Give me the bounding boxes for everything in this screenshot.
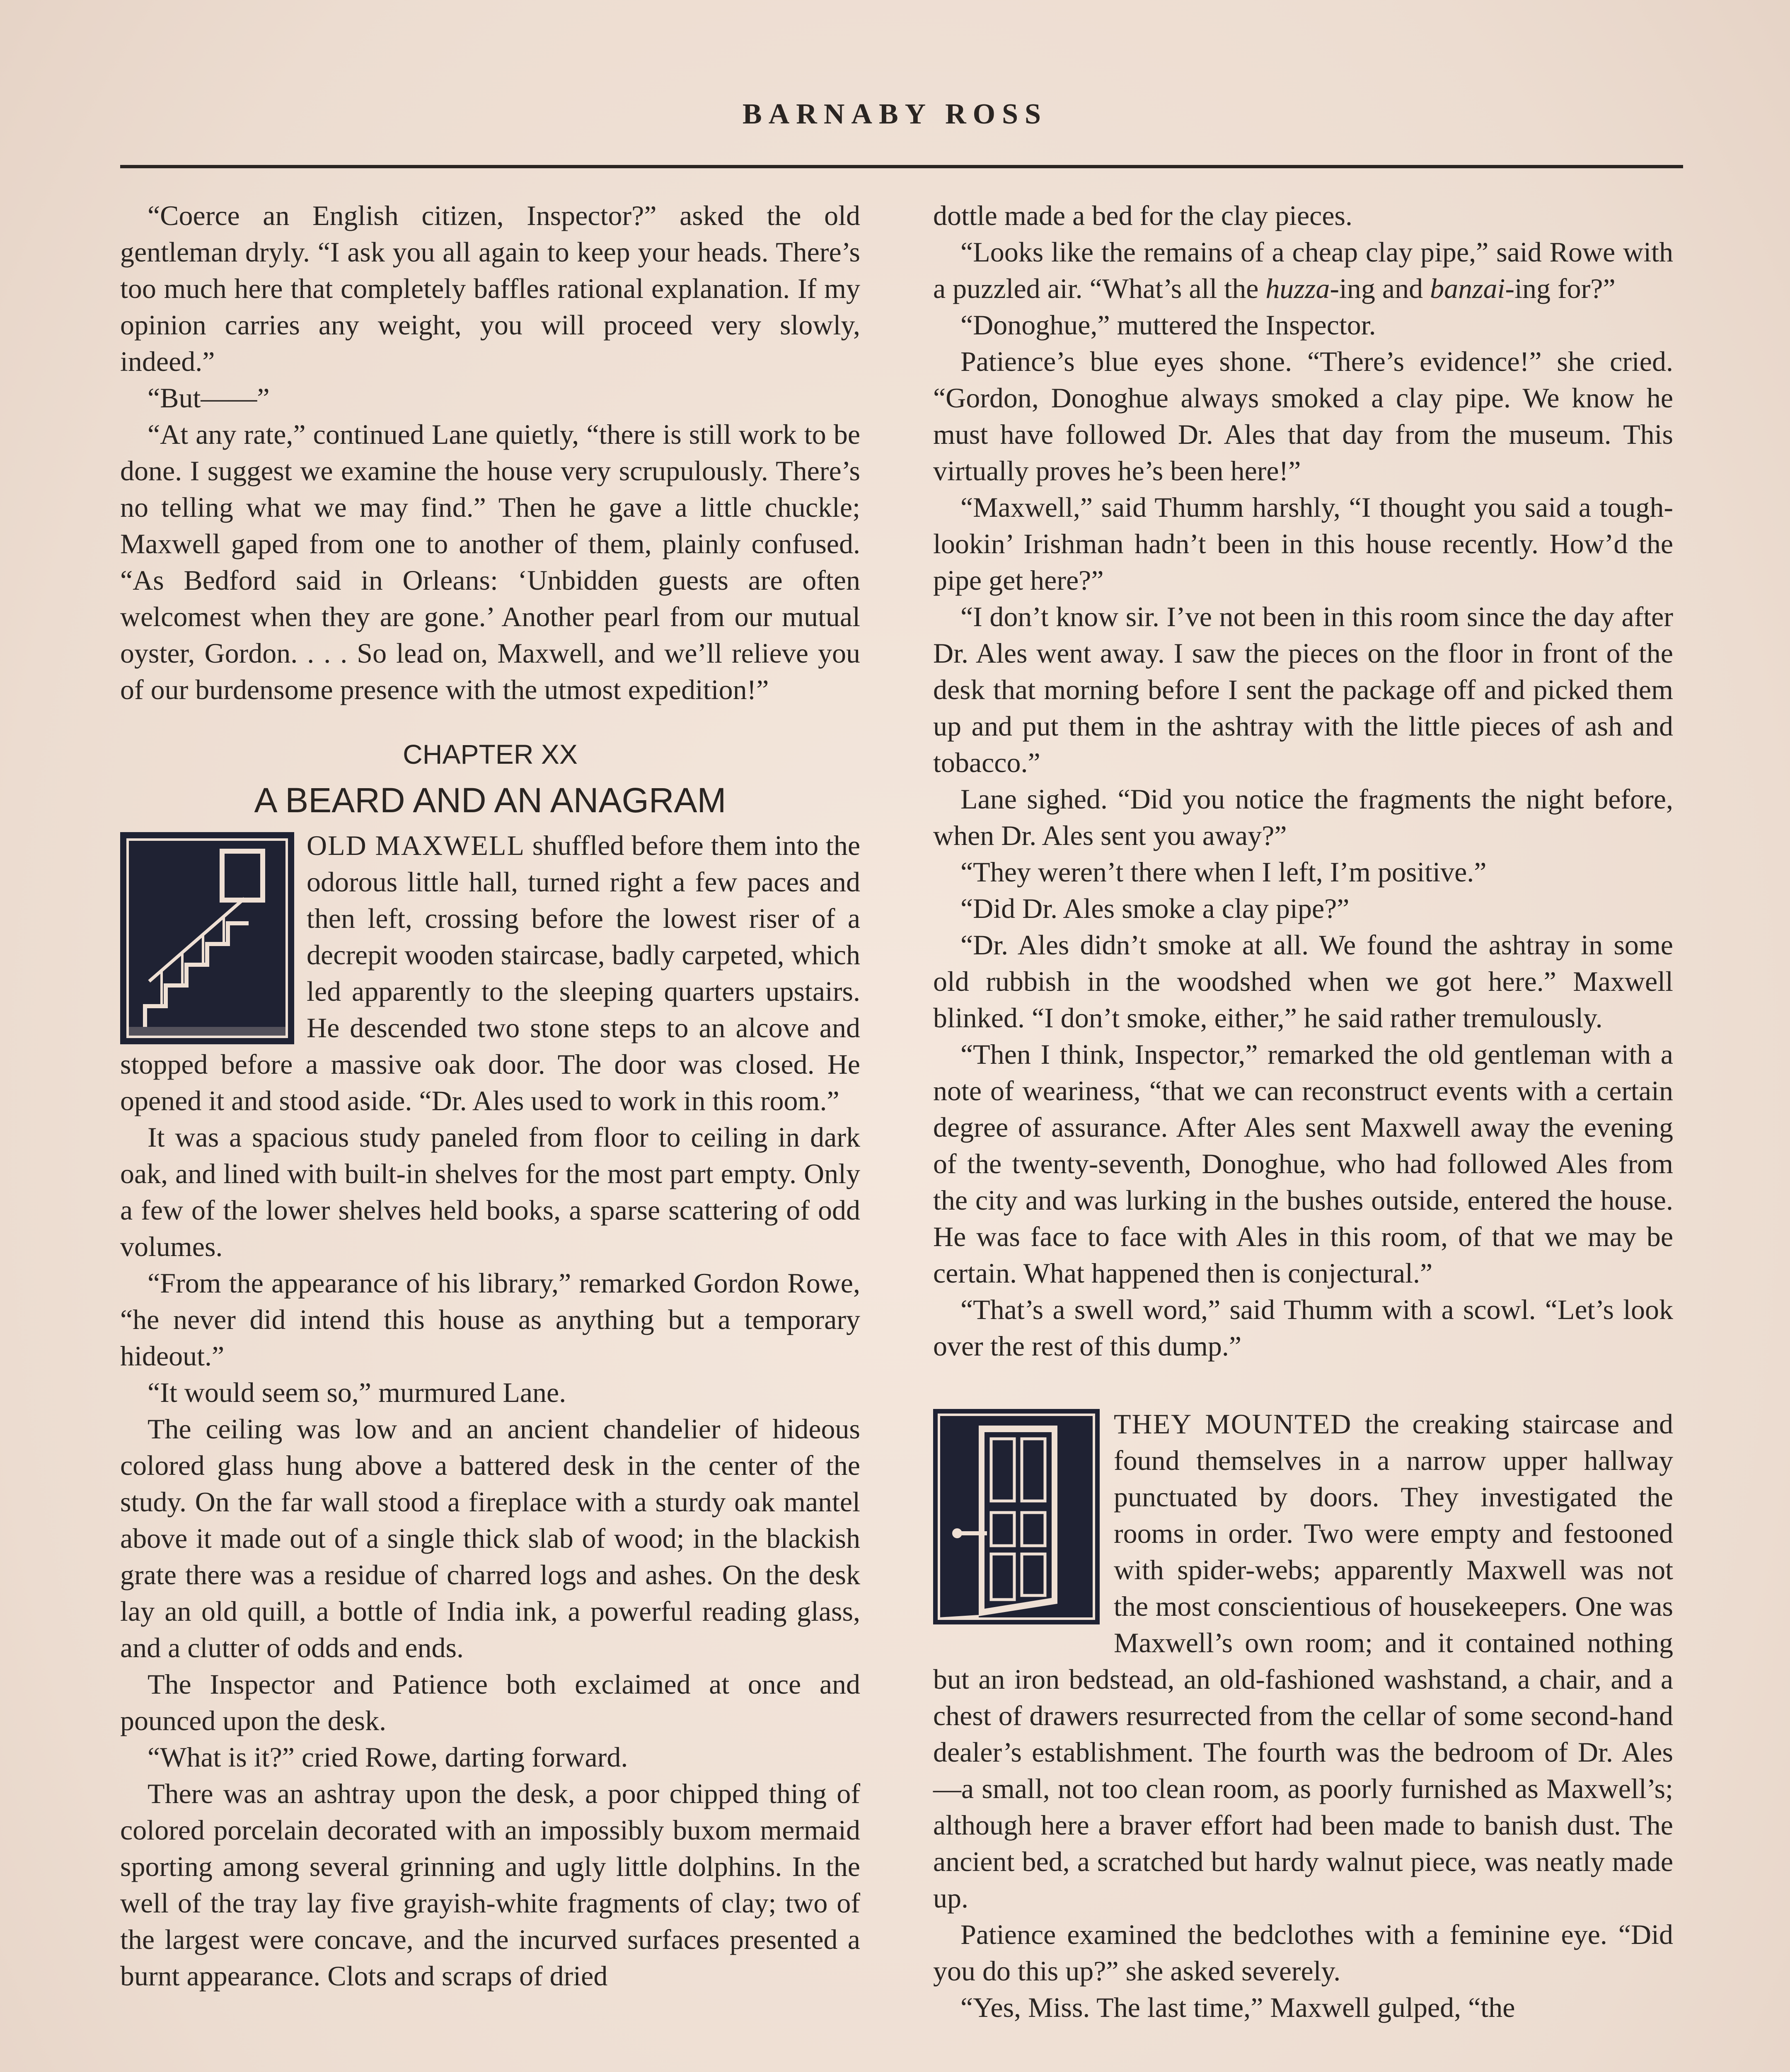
paragraph: There was an ashtray upon the desk, a poor chipped thing of colored porcelain decorated with an impossibly buxom mermaid sporting among several grinning and ugly little dolphins. In the well of the tray lay five grayish-white fragments of clay; two of the largest were concave, and the incurved surfaces presented a burnt appearance. Clots and scraps of dried [120,1778,860,1992]
paragraph-text: “Looks like the remains of a cheap clay pipe,” said Rowe with a puzzled air. “What’s all the [933,236,1673,304]
paragraph: “But——” [148,382,270,414]
paragraph: “At any rate,” continued Lane quietly, “there is still work to be done. I suggest we examine the house very scrupulously. There’s no telling what we may find.” Then he gave a little chuckle; Maxwell gaped from one to another of them, plainly confused. “As Bedford said in Orleans: ‘Unbidden guests are often welcomest when they are gone.’ Another pearl from our mutual oyster, Gordon. . . . So lead on, Maxwell, and we’ll relieve you of our burdensome presence with the utmost expedition!” [120,419,860,705]
paragraph: Lane sighed. “Did you notice the fragments the night before, when Dr. Ales sent you away?” [933,783,1673,851]
paragraph: The ceiling was low and an ancient chandelier of hideous colored glass hung above a battered desk in the center of the study. On the far wall stood a fireplace with a sturdy oak mantel above it made out of a single thick slab of wood; in the blackish grate there was a residue of charred logs and ashes. On the desk lay an old quill, a bottle of India ink, a powerful reading glass, and a clutter of odds and ends. [120,1413,860,1663]
running-header: BARNABY ROSS [743,98,1047,130]
italic-text: huzza [1265,273,1330,304]
chapter-title: A BEARD AND AN ANAGRAM [254,781,726,820]
section-break [933,1364,1673,1406]
right-column [933,197,1673,2026]
paragraph-text: -ing for?” [1505,273,1616,304]
paragraph-text: shuffled before them into the odorous little hall, turned right a few paces and then left, crossing before the lowest riser of a decrepit wooden staircase, badly carpeted, which led apparently to the sleeping quarters upstairs. He descended two stone steps to an alcove and stopped before a massive oak door. The door was closed. He opened it and stood aside. “Dr. Ales used to work in this room.” [120,830,860,1116]
paragraph: Patience examined the bedclothes with a feminine eye. “Did you do this up?” she asked severely. [933,1919,1673,1987]
door-illustration-icon [933,1409,1100,1624]
paragraph: “It would seem so,” murmured Lane. [148,1377,566,1408]
paragraph: “That’s a swell word,” said Thumm with a scowl. “Let’s look over the rest of this dump.” [933,1294,1673,1362]
header-rule [120,165,1683,168]
paragraph [933,234,1673,307]
paragraph: “Donoghue,” muttered the Inspector. [960,309,1376,341]
paragraph: “Dr. Ales didn’t smoke at all. We found the ashtray in some old rubbish in the woodshed when we got here.” Maxwell blinked. “I don’t smoke, either,” he said rather tremulously. [933,929,1673,1034]
paragraph-text: -ing and [1330,273,1430,304]
paragraph: “Coerce an English citizen, Inspector?” asked the old gentleman dryly. “I ask you all again to keep your heads. There’s too much here that completely baffles rational explanation. If my opinion carries any weight, you will proceed very slowly, indeed.” [120,200,860,377]
opening-words: OLD MAXWELL [307,830,525,861]
italic-text: banzai [1430,273,1505,304]
paragraph: “From the appearance of his library,” remarked Gordon Rowe, “he never did intend this house as anything but a temporary hideout.” [120,1267,860,1372]
paragraph: “Did Dr. Ales smoke a clay pipe?” [960,893,1350,924]
section-opening-paragraph [933,1406,1673,1916]
paragraph: “Then I think, Inspector,” remarked the old gentleman with a note of weariness, “that we can reconstruct events with a certain degree of assurance. After Ales sent Maxwell away the evening of the twenty-seventh, Donoghue, who had followed Ales from the city and was lurking in the bushes outside, entered the house. He was face to face with Ales in this room, of that we may be certain. What happened then is conjectural.” [933,1038,1673,1289]
opening-words: THEY MOUNTED [1114,1408,1352,1440]
paragraph: The Inspector and Patience both exclaimed at once and pounced upon the desk. [120,1668,860,1736]
paragraph: “Maxwell,” said Thumm harshly, “I thought you said a tough-lookin’ Irishman hadn’t been in this house recently. How’d the pipe get here?” [933,491,1673,596]
paragraph-text: the creaking staircase and found themselves in a narrow upper hallway punctuated by doors. They investigated the rooms in order. Two were empty and festooned with spider-webs; apparently Maxwell was not the most conscientious of housekeepers. One was Maxwell’s own room; and it contained nothing but an iron bedstead, an old-fashioned washstand, a chair, and a chest of drawers resurrected from the cellar of some second-hand dealer’s establishment. The fourth was the bedroom of Dr. Ales—a small, not too clean room, as poorly furnished as Maxwell’s; although here a braver effort had been made to banish dust. The ancient bed, a scratched but hardy walnut piece, was neatly made up. [933,1408,1674,1914]
paragraph: “They weren’t there when I left, I’m positive.” [960,856,1487,888]
paragraph: It was a spacious study paneled from floor to ceiling in dark oak, and lined with built-in shelves for the most part empty. Only a few of the lower shelves held books, a sparse scattering of odd volumes. [120,1121,860,1262]
paragraph: “Yes, Miss. The last time,” Maxwell gulped, “the [960,1992,1515,2023]
chapter-label: CHAPTER XX [403,739,578,770]
left-column [120,197,860,1994]
paragraph: “I don’t know sir. I’ve not been in this room since the day after Dr. Ales went away. I saw the pieces on the floor in front of the desk that morning before I sent the package off and picked them up and put them in the ashtray with the little pieces of ash and tobacco.” [933,601,1673,778]
chapter-opening-paragraph [120,827,860,1119]
paragraph: dottle made a bed for the clay pieces. [933,200,1352,231]
staircase-illustration-icon [120,832,294,1044]
paragraph: “What is it?” cried Rowe, darting forward. [148,1741,628,1773]
paragraph: Patience’s blue eyes shone. “There’s evidence!” she cried. “Gordon, Donoghue always smoked a clay pipe. We know he must have followed Dr. Ales that day from the museum. This virtually proves he’s been here!” [933,346,1673,487]
